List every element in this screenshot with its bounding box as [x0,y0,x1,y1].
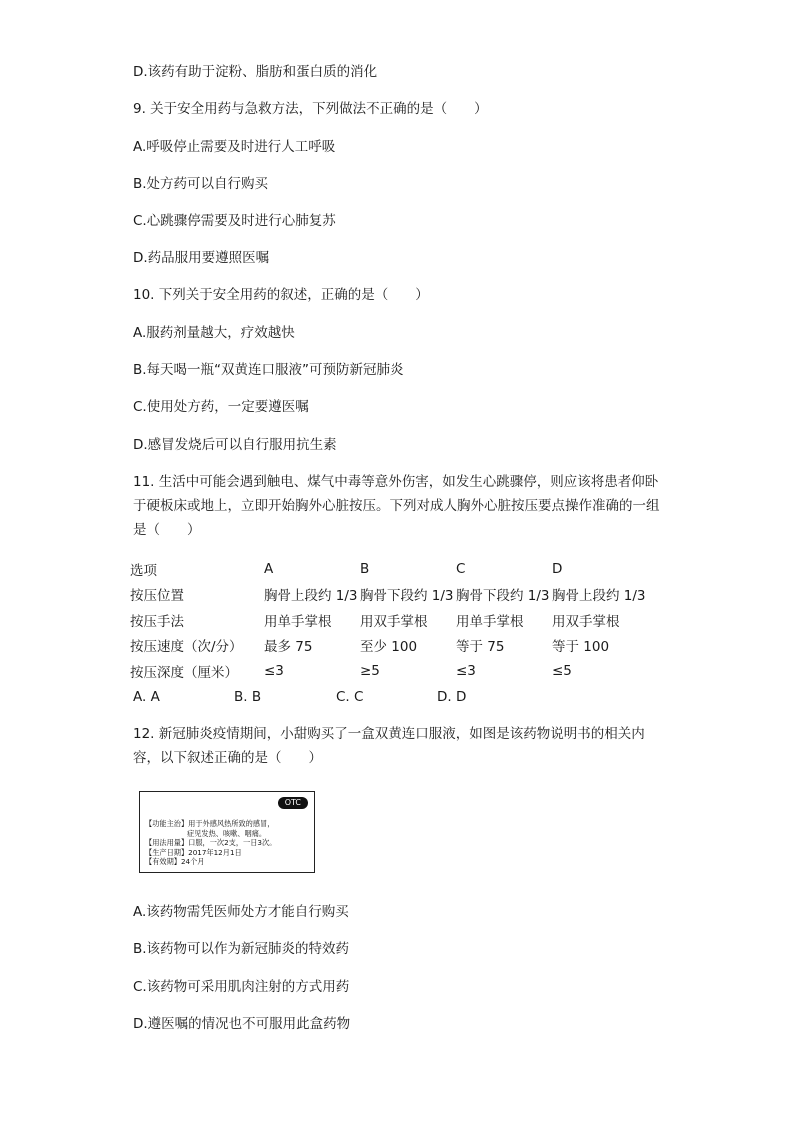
table-cell: 按压位置 [130,588,184,605]
table-cell: 胸骨上段约 1/3 [552,588,646,605]
q9-stem: 9. 关于安全用药与急救方法，下列做法不正确的是（ ） [133,101,488,117]
label-line: 症见发热、咳嗽、咽痛。 [187,828,267,838]
table-cell: 按压速度（次/分） [130,639,243,656]
q12-option-c: C.该药物可采用肌肉注射的方式用药 [133,979,350,995]
table-row [130,658,652,684]
table-header-cell: B [360,560,370,577]
table-cell: 最多 75 [264,639,313,656]
table-cell: 胸骨上段约 1/3 [264,588,358,605]
table-header-cell: C [456,560,466,577]
q12-option-d: D.遵医嘱的情况也不可服用此盒药物 [133,1016,351,1032]
q10-option-c: C.使用处方药，一定要遵医嘱 [133,399,309,415]
q11-answer-b: B. B [234,689,262,705]
table-header-cell: 选项 [130,562,157,579]
q10-stem: 10. 下列关于安全用药的叙述，正确的是（ ） [133,287,429,303]
table-cell: 胸骨下段约 1/3 [456,588,550,605]
label-line: 【有效期】24个月 [145,857,205,867]
q12-option-a: A.该药物需凭医师处方才能自行购买 [133,904,349,920]
label-line: 【功能主治】用于外感风热所致的感冒， [145,819,275,828]
q11-answer-a: A. A [133,689,160,705]
label-line: 【生产日期】2017年12月1日 [145,847,242,857]
table-row [130,582,652,608]
label-line: 【用法用量】口服，一次2支，一日3次。 [145,838,277,848]
cpr-table [130,556,652,684]
table-cell: 用单手掌根 [264,613,332,630]
table-row [130,607,652,633]
table-cell: 用单手掌根 [456,613,524,630]
q9-option-c: C.心跳骤停需要及时进行心肺复苏 [133,213,336,229]
table-header-cell: D [552,560,563,577]
table-cell: 用双手掌根 [552,613,620,630]
q11-answer-c: C. C [336,689,364,705]
q11-answer-d: D. D [437,689,467,705]
table-cell: ≤5 [552,662,572,679]
table-header-cell: A [264,560,274,577]
medicine-label-image [139,791,315,873]
q9-option-b: B.处方药可以自行购买 [133,176,269,192]
table-cell: ≤3 [264,662,284,679]
table-cell: 至少 100 [360,639,418,656]
table-cell: 等于 100 [552,639,610,656]
otc-badge: OTC [278,797,308,809]
q10-option-b: B.每天喝一瓶“双黄连口服液”可预防新冠肺炎 [133,362,404,378]
table-row [130,633,652,659]
q8-option-d: D.该药有助于淀粉、脂肪和蛋白质的消化 [133,64,378,80]
q12-stem: 12. 新冠肺炎疫情期间，小甜购买了一盒双黄连口服液，如图是该药物说明书的相关内容，以下叙述正确的是（ ） [133,726,645,766]
q11-stem: 11. 生活中可能会遇到触电、煤气中毒等意外伤害，如发生心跳骤停，则应该将患者仰卧于硬板床或地上，立即开始胸外心脏按压。下列对成人胸外心脏按压要点操作准确的一组是（ ） [133,474,660,538]
table-cell: 等于 75 [456,639,505,656]
q10-option-d: D.感冒发烧后可以自行服用抗生素 [133,437,337,453]
table-cell: ≤3 [456,662,476,679]
table-cell: 按压深度（厘米） [130,664,238,681]
table-row [130,556,652,582]
table-cell: 用双手掌根 [360,613,428,630]
q9-option-d: D.药品服用要遵照医嘱 [133,250,270,266]
q10-option-a: A.服药剂量越大，疗效越快 [133,325,295,341]
medicine-label-text [145,819,276,867]
table-cell: ≥5 [360,662,380,679]
table-cell: 按压手法 [130,613,184,630]
q9-option-a: A.呼吸停止需要及时进行人工呼吸 [133,139,336,155]
table-cell: 胸骨下段约 1/3 [360,588,454,605]
q12-option-b: B.该药物可以作为新冠肺炎的特效药 [133,941,350,957]
